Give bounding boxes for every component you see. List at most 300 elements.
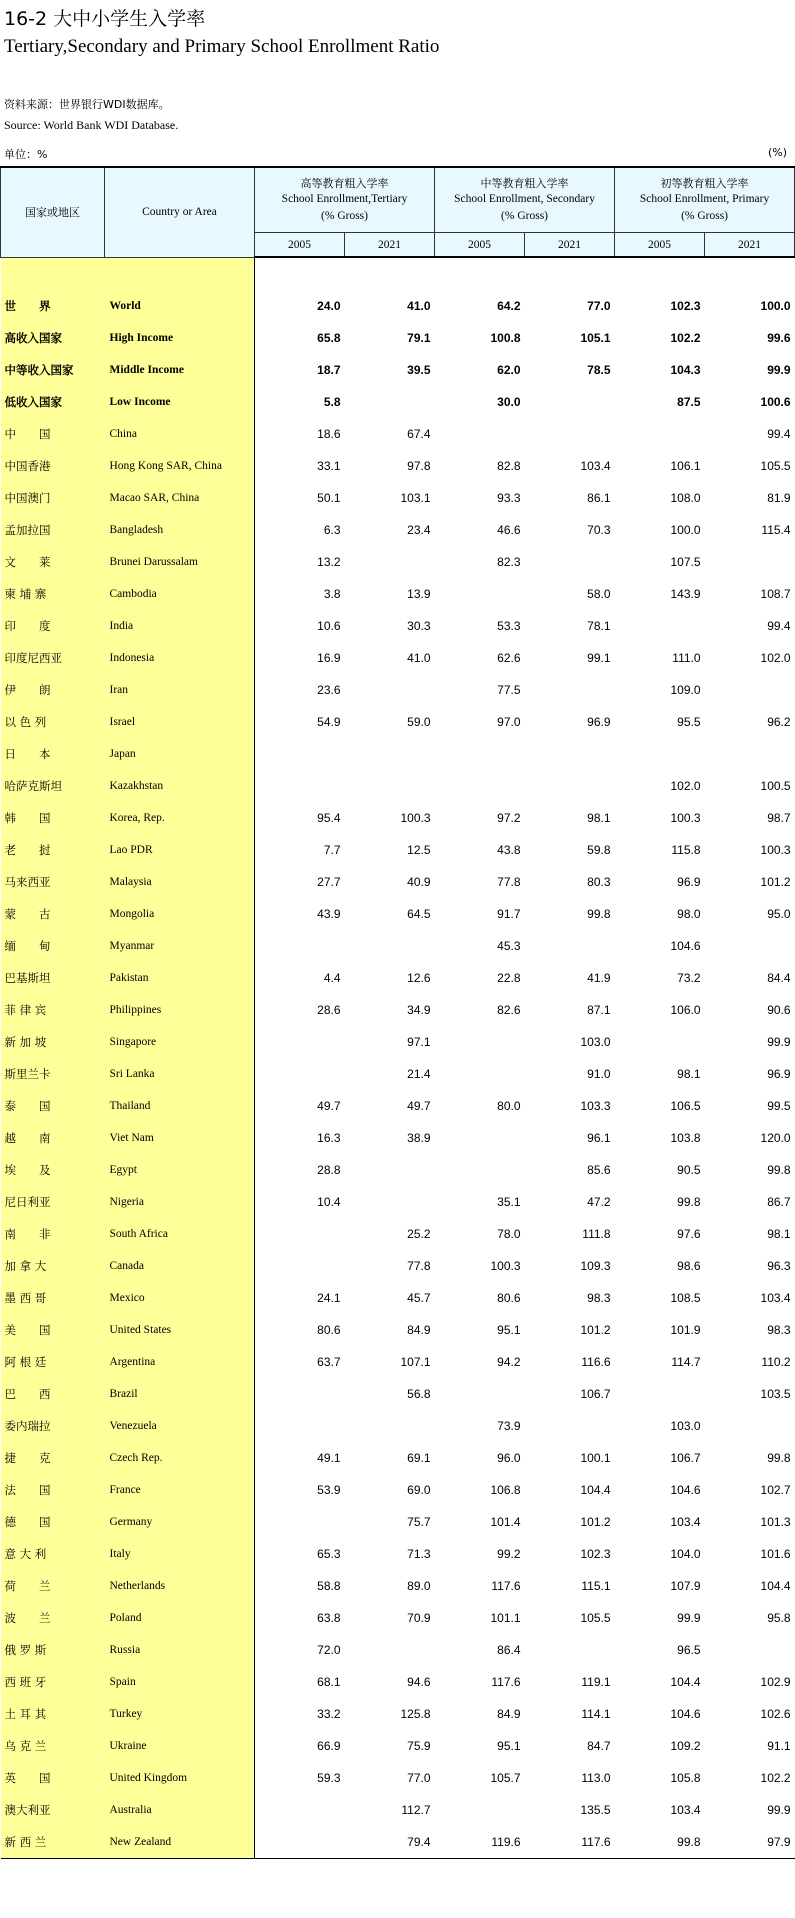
value-cell: 86.7 bbox=[767, 1195, 791, 1209]
value-cell: 3.8 bbox=[323, 587, 341, 601]
value-cell bbox=[525, 930, 615, 962]
value-cell: 105.7 bbox=[490, 1771, 521, 1785]
value-cell bbox=[525, 386, 615, 418]
value-cell: 117.6 bbox=[525, 1826, 615, 1859]
country-name-en: Netherlands bbox=[105, 1570, 255, 1602]
country-name-en: Mongolia bbox=[105, 898, 255, 930]
country-name-en: Czech Rep. bbox=[105, 1442, 255, 1474]
value-cell: 22.8 bbox=[497, 971, 521, 985]
country-name-en: Cambodia bbox=[105, 578, 255, 610]
value-cell: 98.0 bbox=[677, 907, 701, 921]
value-cell: 70.3 bbox=[587, 523, 611, 537]
header-year: 2005 bbox=[255, 233, 345, 258]
country-name-en: Viet Nam bbox=[105, 1122, 255, 1154]
value-cell: 98.3 bbox=[587, 1291, 611, 1305]
header-year: 2005 bbox=[615, 233, 705, 258]
country-name-cn: 土 耳 其 bbox=[1, 1698, 105, 1730]
country-name-en: Brunei Darussalam bbox=[105, 546, 255, 578]
country-name-en: Brazil bbox=[105, 1378, 255, 1410]
value-cell: 107.9 bbox=[670, 1579, 701, 1593]
table-row bbox=[1, 706, 795, 738]
country-name-en: Iran bbox=[105, 674, 255, 706]
value-cell: 105.5 bbox=[580, 1611, 611, 1625]
value-cell: 106.7 bbox=[580, 1387, 611, 1401]
value-cell: 114.7 bbox=[671, 1355, 701, 1369]
value-cell: 99.1 bbox=[587, 651, 611, 665]
table-row bbox=[1, 1378, 795, 1410]
value-cell: 100.6 bbox=[760, 395, 791, 409]
table-row bbox=[1, 1282, 795, 1314]
value-cell: 99.8 bbox=[587, 907, 611, 921]
value-cell: 24.1 bbox=[317, 1291, 341, 1305]
value-cell bbox=[255, 1506, 345, 1538]
header-primary: 初等教育粗入学率 School Enrollment, Primary (% Gross) bbox=[615, 167, 795, 233]
country-name-cn: 孟加拉国 bbox=[1, 514, 105, 546]
value-cell: 18.6 bbox=[317, 427, 341, 441]
country-name-cn: 伊 朗 bbox=[1, 674, 105, 706]
value-cell: 77.5 bbox=[497, 683, 521, 697]
value-cell: 97.2 bbox=[497, 811, 521, 825]
value-cell: 99.9 bbox=[767, 363, 791, 377]
value-cell: 100.3 bbox=[400, 811, 431, 825]
value-cell: 100.3 bbox=[490, 1259, 521, 1273]
value-cell: 99.5 bbox=[767, 1099, 791, 1113]
value-cell bbox=[345, 546, 435, 578]
country-name-cn: 加 拿 大 bbox=[1, 1250, 105, 1282]
value-cell: 104.6 bbox=[670, 1483, 701, 1497]
value-cell bbox=[255, 930, 345, 962]
country-name-en: Thailand bbox=[105, 1090, 255, 1122]
value-cell: 40.9 bbox=[407, 875, 431, 889]
value-cell: 33.2 bbox=[317, 1707, 341, 1721]
country-name-en: Venezuela bbox=[105, 1410, 255, 1442]
value-cell: 102.0 bbox=[760, 651, 791, 665]
table-body bbox=[1, 257, 795, 1859]
country-name-en: Korea, Rep. bbox=[105, 802, 255, 834]
value-cell: 49.1 bbox=[317, 1451, 341, 1465]
value-cell: 99.4 bbox=[767, 619, 791, 633]
value-cell: 101.3 bbox=[760, 1515, 791, 1529]
value-cell: 97.8 bbox=[407, 459, 431, 473]
table-row bbox=[1, 898, 795, 930]
value-cell bbox=[525, 418, 615, 450]
value-cell: 143.9 bbox=[670, 587, 701, 601]
value-cell: 96.0 bbox=[497, 1451, 521, 1465]
value-cell: 21.4 bbox=[407, 1067, 431, 1081]
value-cell: 102.2 bbox=[670, 331, 701, 345]
country-name-cn: 泰 国 bbox=[1, 1090, 105, 1122]
country-name-cn: 老 挝 bbox=[1, 834, 105, 866]
country-name-en: Egypt bbox=[105, 1154, 255, 1186]
value-cell bbox=[255, 1378, 345, 1410]
value-cell: 85.6 bbox=[587, 1163, 611, 1177]
value-cell bbox=[345, 1154, 435, 1186]
value-cell: 59.0 bbox=[407, 715, 431, 729]
country-name-cn: 墨 西 哥 bbox=[1, 1282, 105, 1314]
value-cell: 45.3 bbox=[497, 939, 521, 953]
country-name-en: New Zealand bbox=[105, 1826, 255, 1859]
value-cell: 99.8 bbox=[767, 1163, 791, 1177]
value-cell bbox=[435, 578, 525, 610]
value-cell: 10.4 bbox=[317, 1195, 341, 1209]
value-cell: 28.8 bbox=[317, 1163, 341, 1177]
table-row bbox=[1, 1602, 795, 1634]
header-secondary: 中等教育粗入学率 School Enrollment, Secondary (% Gross) bbox=[435, 167, 615, 233]
value-cell bbox=[435, 1154, 525, 1186]
header-year: 2021 bbox=[525, 233, 615, 258]
value-cell: 96.2 bbox=[767, 715, 791, 729]
value-cell: 101.9 bbox=[670, 1323, 701, 1337]
value-cell: 81.9 bbox=[767, 491, 791, 505]
table-row bbox=[1, 1730, 795, 1762]
value-cell bbox=[705, 930, 795, 962]
value-cell bbox=[255, 1826, 345, 1859]
country-name-en: Ukraine bbox=[105, 1730, 255, 1762]
value-cell: 120.0 bbox=[760, 1131, 791, 1145]
value-cell: 99.9 bbox=[677, 1611, 701, 1625]
country-name-en: Poland bbox=[105, 1602, 255, 1634]
value-cell bbox=[705, 1634, 795, 1666]
value-cell: 97.9 bbox=[705, 1826, 795, 1859]
country-name-en: Bangladesh bbox=[105, 514, 255, 546]
value-cell: 73.9 bbox=[497, 1419, 521, 1433]
country-name-cn: 中国香港 bbox=[1, 450, 105, 482]
country-name-cn: 西 班 牙 bbox=[1, 1666, 105, 1698]
value-cell bbox=[525, 770, 615, 802]
country-name-en: Russia bbox=[105, 1634, 255, 1666]
value-cell bbox=[345, 738, 435, 770]
value-cell: 69.0 bbox=[407, 1483, 431, 1497]
value-cell: 119.1 bbox=[581, 1675, 611, 1689]
value-cell: 28.6 bbox=[317, 1003, 341, 1017]
country-name-en: Nigeria bbox=[105, 1186, 255, 1218]
value-cell: 64.2 bbox=[497, 299, 521, 313]
value-cell: 97.6 bbox=[677, 1227, 701, 1241]
table-row bbox=[1, 738, 795, 770]
value-cell bbox=[345, 386, 435, 418]
value-cell: 59.3 bbox=[317, 1771, 341, 1785]
value-cell: 110.2 bbox=[761, 1355, 791, 1369]
value-cell: 98.7 bbox=[767, 811, 791, 825]
value-cell: 103.4 bbox=[670, 1515, 701, 1529]
value-cell: 35.1 bbox=[497, 1195, 521, 1209]
value-cell bbox=[255, 1794, 345, 1826]
value-cell: 104.0 bbox=[670, 1547, 701, 1561]
table-row bbox=[1, 450, 795, 482]
country-name-cn: 缅 甸 bbox=[1, 930, 105, 962]
value-cell: 111.0 bbox=[672, 651, 701, 665]
value-cell: 101.1 bbox=[490, 1611, 521, 1625]
value-cell: 33.1 bbox=[317, 459, 341, 473]
value-cell: 50.1 bbox=[317, 491, 341, 505]
country-name-cn: 中等收入国家 bbox=[1, 354, 105, 386]
table-row bbox=[1, 1666, 795, 1698]
value-cell: 115.4 bbox=[761, 523, 791, 537]
country-name-en: Japan bbox=[105, 738, 255, 770]
value-cell bbox=[255, 770, 345, 802]
value-cell: 101.2 bbox=[580, 1323, 611, 1337]
value-cell: 77.8 bbox=[407, 1259, 431, 1273]
value-cell: 82.6 bbox=[497, 1003, 521, 1017]
value-cell: 97.1 bbox=[407, 1035, 431, 1049]
value-cell: 43.8 bbox=[497, 843, 521, 857]
country-name-en: South Africa bbox=[105, 1218, 255, 1250]
value-cell: 87.1 bbox=[587, 1003, 611, 1017]
value-cell bbox=[345, 1410, 435, 1442]
value-cell: 103.4 bbox=[670, 1803, 701, 1817]
country-name-cn: 南 非 bbox=[1, 1218, 105, 1250]
country-name-cn: 世 界 bbox=[1, 290, 105, 322]
country-name-cn: 巴 西 bbox=[1, 1378, 105, 1410]
value-cell: 96.9 bbox=[767, 1067, 791, 1081]
value-cell: 80.6 bbox=[497, 1291, 521, 1305]
table-row bbox=[1, 482, 795, 514]
table-row bbox=[1, 578, 795, 610]
value-cell: 67.4 bbox=[407, 427, 431, 441]
value-cell: 117.6 bbox=[491, 1675, 521, 1689]
country-name-en: Myanmar bbox=[105, 930, 255, 962]
value-cell: 108.7 bbox=[760, 587, 791, 601]
value-cell: 108.0 bbox=[670, 491, 701, 505]
value-cell bbox=[255, 1058, 345, 1090]
country-name-en: United Kingdom bbox=[105, 1762, 255, 1794]
table-row bbox=[1, 1506, 795, 1538]
country-name-cn: 哈萨克斯坦 bbox=[1, 770, 105, 802]
country-name-cn: 高收入国家 bbox=[1, 322, 105, 354]
value-cell: 84.7 bbox=[587, 1739, 611, 1753]
value-cell bbox=[615, 418, 705, 450]
value-cell: 12.5 bbox=[407, 843, 431, 857]
country-name-cn: 低收入国家 bbox=[1, 386, 105, 418]
value-cell bbox=[525, 674, 615, 706]
value-cell: 100.3 bbox=[670, 811, 701, 825]
country-name-cn: 文 莱 bbox=[1, 546, 105, 578]
value-cell bbox=[345, 930, 435, 962]
value-cell: 102.9 bbox=[760, 1675, 791, 1689]
table-row bbox=[1, 1474, 795, 1506]
country-name-en: Sri Lanka bbox=[105, 1058, 255, 1090]
value-cell: 41.0 bbox=[407, 651, 431, 665]
value-cell: 69.1 bbox=[407, 1451, 431, 1465]
table-row bbox=[1, 962, 795, 994]
value-cell: 58.0 bbox=[587, 587, 611, 601]
country-name-cn: 以 色 列 bbox=[1, 706, 105, 738]
value-cell: 6.3 bbox=[323, 523, 341, 537]
value-cell bbox=[255, 1250, 345, 1282]
header-year: 2021 bbox=[345, 233, 435, 258]
value-cell: 91.0 bbox=[587, 1067, 611, 1081]
country-name-en: Macao SAR, China bbox=[105, 482, 255, 514]
value-cell: 90.5 bbox=[677, 1163, 701, 1177]
value-cell: 90.6 bbox=[767, 1003, 791, 1017]
value-cell: 63.7 bbox=[317, 1355, 341, 1369]
value-cell: 27.7 bbox=[317, 875, 341, 889]
value-cell: 101.2 bbox=[760, 875, 791, 889]
value-cell: 101.6 bbox=[760, 1547, 791, 1561]
value-cell: 62.6 bbox=[497, 651, 521, 665]
value-cell: 106.1 bbox=[670, 459, 701, 473]
value-cell: 100.0 bbox=[760, 299, 791, 313]
value-cell: 95.4 bbox=[317, 811, 341, 825]
table-row bbox=[1, 1410, 795, 1442]
value-cell: 71.3 bbox=[407, 1547, 431, 1561]
country-name-en: Hong Kong SAR, China bbox=[105, 450, 255, 482]
country-name-en: China bbox=[105, 418, 255, 450]
value-cell: 13.2 bbox=[317, 555, 341, 569]
value-cell: 94.6 bbox=[407, 1675, 431, 1689]
country-name-cn: 中 国 bbox=[1, 418, 105, 450]
country-name-cn: 捷 克 bbox=[1, 1442, 105, 1474]
value-cell bbox=[435, 738, 525, 770]
header-tertiary: 高等教育粗入学率 School Enrollment,Tertiary (% Gross) bbox=[255, 167, 435, 233]
country-name-en: Lao PDR bbox=[105, 834, 255, 866]
value-cell: 10.6 bbox=[317, 619, 341, 633]
value-cell: 103.1 bbox=[400, 491, 431, 505]
page-title-en: Tertiary,Secondary and Primary School Enrollment Ratio bbox=[4, 36, 440, 57]
value-cell: 99.9 bbox=[767, 1035, 791, 1049]
value-cell: 103.0 bbox=[670, 1419, 701, 1433]
value-cell bbox=[615, 1378, 705, 1410]
value-cell: 80.0 bbox=[497, 1099, 521, 1113]
value-cell: 105.1 bbox=[580, 331, 611, 345]
country-name-en: Canada bbox=[105, 1250, 255, 1282]
value-cell: 47.2 bbox=[587, 1195, 611, 1209]
value-cell: 99.8 bbox=[767, 1451, 791, 1465]
value-cell: 75.9 bbox=[407, 1739, 431, 1753]
table-row bbox=[1, 610, 795, 642]
value-cell: 102.3 bbox=[580, 1547, 611, 1561]
value-cell: 66.9 bbox=[317, 1739, 341, 1753]
value-cell: 103.0 bbox=[580, 1035, 611, 1049]
value-cell: 86.4 bbox=[497, 1643, 521, 1657]
value-cell: 59.8 bbox=[587, 843, 611, 857]
value-cell: 84.9 bbox=[407, 1323, 431, 1337]
table-row bbox=[1, 1794, 795, 1826]
enrollment-table bbox=[0, 166, 795, 1859]
value-cell: 100.5 bbox=[760, 779, 791, 793]
value-cell: 98.1 bbox=[677, 1067, 701, 1081]
value-cell: 106.0 bbox=[670, 1003, 701, 1017]
value-cell bbox=[435, 1378, 525, 1410]
value-cell: 84.9 bbox=[497, 1707, 521, 1721]
value-cell bbox=[345, 674, 435, 706]
value-cell: 111.8 bbox=[582, 1227, 611, 1241]
value-cell: 99.4 bbox=[767, 427, 791, 441]
country-name-cn: 菲 律 宾 bbox=[1, 994, 105, 1026]
value-cell: 107.1 bbox=[400, 1355, 431, 1369]
value-cell: 103.4 bbox=[580, 459, 611, 473]
table-row bbox=[1, 834, 795, 866]
country-name-cn: 新 加 坡 bbox=[1, 1026, 105, 1058]
country-name-cn: 美 国 bbox=[1, 1314, 105, 1346]
value-cell bbox=[255, 738, 345, 770]
value-cell: 96.5 bbox=[677, 1643, 701, 1657]
table-row bbox=[1, 674, 795, 706]
country-name-en: United States bbox=[105, 1314, 255, 1346]
value-cell: 82.8 bbox=[497, 459, 521, 473]
value-cell: 77.8 bbox=[497, 875, 521, 889]
value-cell bbox=[435, 1122, 525, 1154]
value-cell: 95.1 bbox=[497, 1323, 521, 1337]
table-row bbox=[1, 1090, 795, 1122]
value-cell: 16.3 bbox=[317, 1131, 341, 1145]
value-cell: 98.1 bbox=[767, 1227, 791, 1241]
value-cell: 86.1 bbox=[587, 491, 611, 505]
value-cell: 43.9 bbox=[317, 907, 341, 921]
value-cell: 112.7 bbox=[401, 1803, 431, 1817]
value-cell: 16.9 bbox=[317, 651, 341, 665]
value-cell: 39.5 bbox=[407, 363, 431, 377]
value-cell bbox=[255, 1026, 345, 1058]
value-cell: 18.7 bbox=[317, 363, 341, 377]
value-cell: 89.0 bbox=[407, 1579, 431, 1593]
table-row bbox=[1, 1250, 795, 1282]
value-cell: 103.8 bbox=[670, 1131, 701, 1145]
table-row bbox=[1, 354, 795, 386]
value-cell: 98.1 bbox=[587, 811, 611, 825]
country-name-cn: 意 大 利 bbox=[1, 1538, 105, 1570]
country-name-en: Indonesia bbox=[105, 642, 255, 674]
country-name-en: Pakistan bbox=[105, 962, 255, 994]
value-cell: 99.8 bbox=[677, 1195, 701, 1209]
value-cell: 103.3 bbox=[580, 1099, 611, 1113]
value-cell: 109.2 bbox=[670, 1739, 701, 1753]
country-name-cn: 柬 埔 寨 bbox=[1, 578, 105, 610]
value-cell bbox=[345, 1186, 435, 1218]
value-cell: 101.4 bbox=[490, 1515, 521, 1529]
table-row bbox=[1, 1570, 795, 1602]
value-cell bbox=[525, 1634, 615, 1666]
value-cell: 34.9 bbox=[407, 1003, 431, 1017]
value-cell: 106.8 bbox=[490, 1483, 521, 1497]
country-name-en: Australia bbox=[105, 1794, 255, 1826]
unit-percent: (%) bbox=[767, 146, 787, 159]
country-name-cn: 巴基斯坦 bbox=[1, 962, 105, 994]
value-cell bbox=[615, 738, 705, 770]
value-cell: 84.4 bbox=[767, 971, 791, 985]
source-note-en: Source: World Bank WDI Database. bbox=[4, 118, 179, 132]
table-row bbox=[1, 1026, 795, 1058]
country-name-cn: 越 南 bbox=[1, 1122, 105, 1154]
table-row bbox=[1, 322, 795, 354]
country-name-en: Argentina bbox=[105, 1346, 255, 1378]
value-cell: 115.8 bbox=[671, 843, 701, 857]
country-name-en: Germany bbox=[105, 1506, 255, 1538]
value-cell: 105.8 bbox=[670, 1771, 701, 1785]
value-cell: 80.6 bbox=[317, 1323, 341, 1337]
header-country-en: Country or Area bbox=[105, 167, 255, 257]
country-name-cn: 马来西亚 bbox=[1, 866, 105, 898]
value-cell: 96.9 bbox=[587, 715, 611, 729]
country-name-en: World bbox=[105, 290, 255, 322]
value-cell: 119.6 bbox=[435, 1826, 525, 1859]
value-cell: 100.0 bbox=[670, 523, 701, 537]
value-cell: 49.7 bbox=[317, 1099, 341, 1113]
value-cell: 99.6 bbox=[767, 331, 791, 345]
country-name-cn: 波 兰 bbox=[1, 1602, 105, 1634]
value-cell: 115.1 bbox=[581, 1579, 611, 1593]
value-cell: 78.5 bbox=[587, 363, 611, 377]
country-name-en: Singapore bbox=[105, 1026, 255, 1058]
value-cell: 102.6 bbox=[760, 1707, 791, 1721]
table-row bbox=[1, 514, 795, 546]
value-cell: 96.3 bbox=[767, 1259, 791, 1273]
value-cell bbox=[345, 1634, 435, 1666]
page-title-cn: 16-2 大中小学生入学率 bbox=[4, 8, 206, 30]
table-row bbox=[1, 1058, 795, 1090]
country-name-en: India bbox=[105, 610, 255, 642]
value-cell: 56.8 bbox=[407, 1387, 431, 1401]
